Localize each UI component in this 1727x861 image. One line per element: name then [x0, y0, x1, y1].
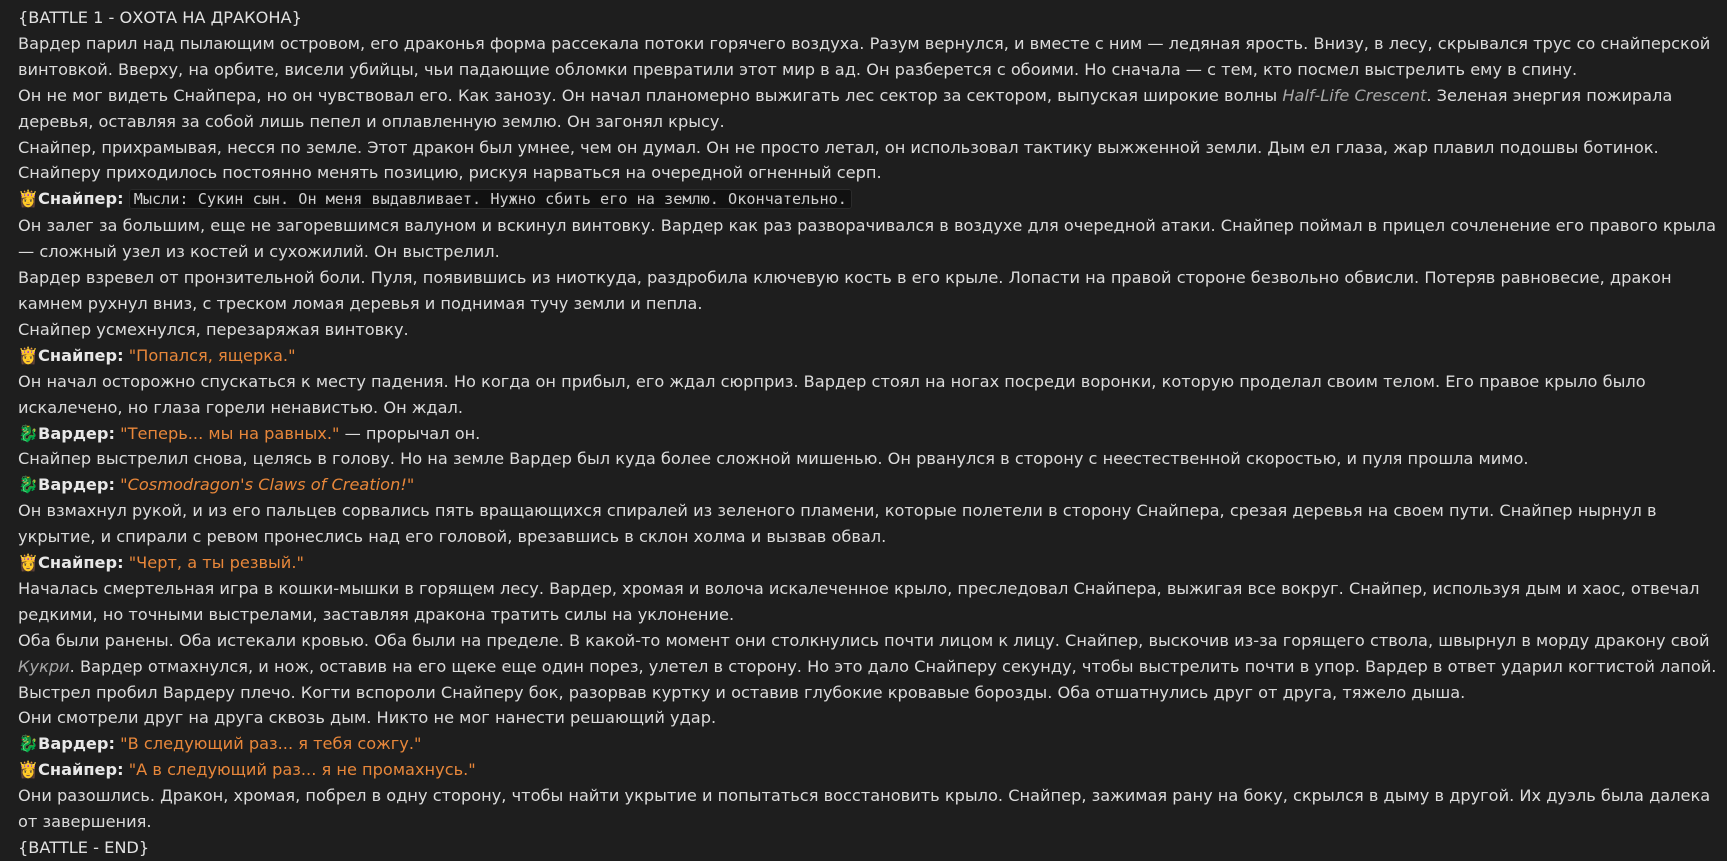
story-message: [18, 5, 1718, 861]
dialogue-line-sniper: [18, 343, 1718, 369]
paragraph: Снайпер усмехнулся, перезаряжая винтовку.: [18, 319, 409, 339]
dialogue-line-sniper: [18, 186, 1718, 213]
dialogue-line-sniper: [18, 550, 1718, 576]
dragon-avatar-icon: 🐉: [18, 475, 39, 495]
paragraph: Они смотрели друг на друга сквозь дым. Никто не мог нанести решающий удар.: [18, 708, 717, 728]
paragraph: Он не мог видеть Снайпера, но он чувствовал его. Как занозу. Он начал планомерно выжигать лес сектор за сектором, выпуская широкие волны Half-Life Crescent. Зеленая энергия пожирала деревья, оставляя за собой лишь пепел и оплавленную землю. Он загонял крысу.: [18, 85, 1673, 131]
emphasis-text: Half-Life Crescent: [1282, 85, 1427, 105]
paragraph: Вардер парил над пылающим островом, его драконья форма рассекала потоки горячего воздуха. Разум вернулся, и вместе с ним — ледяная ярость. Внизу, в лесу, скрывался трус со снайперской винтовкой. Вверху, на орбите, висели убийцы, чьи падающие обломки превратили этот мир в ад. Он разберется с обоими. Но сначала — с тем, кто посмел выстрелить ему в спину.: [18, 33, 1711, 79]
speaker-name: Снайпер:: [38, 345, 124, 365]
speaker-name: Снайпер:: [38, 760, 124, 780]
ability-name: Cosmodragon's Claws of Creation!: [127, 475, 407, 495]
paragraph: Снайпер, прихрамывая, несся по земле. Этот дракон был умнее, чем он думал. Он не просто летал, он использовал тактику выжженной земли. Дым ел глаза, жар плавил подошвы ботинок. Снайперу приходилось постоянно менять позицию, рискуя нарваться на очередной огненный серп.: [18, 137, 1659, 183]
speaker-name: Снайпер:: [38, 553, 124, 573]
paragraph: Снайпер выстрелил снова, целясь в голову. Но на земле Вардер был куда более сложной мишенью. Он рванулся в сторону с неестественной скоростью, и пуля прошла мимо.: [18, 449, 1529, 469]
dialogue-quote: "Попался, ящерка.": [128, 345, 296, 365]
speaker-name: Вардер:: [38, 423, 115, 443]
dialogue-quote: "А в следующий раз... я не промахнусь.": [128, 760, 476, 780]
battle-end: {BATTLE - END}: [18, 838, 150, 857]
dialogue-quote: "Черт, а ты резвый.": [128, 553, 304, 573]
sniper-avatar-icon: 👸: [18, 760, 39, 780]
sniper-avatar-icon: 👸: [18, 553, 39, 573]
dragon-avatar-icon: 🐉: [18, 734, 39, 754]
paragraph: Он начал осторожно спускаться к месту падения. Но когда он прибыл, его ждал сюрприз. Вардер стоял на ногах посреди воронки, которую проделал своим телом. Его правое крыло было искалечено, но глаза горели ненавистью. Он ждал.: [18, 371, 1646, 417]
dialogue-line-sniper: [18, 757, 1718, 783]
speaker-name: Вардер:: [38, 475, 115, 495]
speaker-name: Вардер:: [38, 734, 115, 754]
paragraph: Началась смертельная игра в кошки-мышки в горящем лесу. Вардер, хромая и волоча искалеченное крыло, преследовал Снайпера, выжигая все вокруг. Снайпер, используя дым и хаос, отвечал редкими, но точными выстрелами, заставляя дракона тратить силы на уклонение.: [18, 578, 1700, 624]
paragraph: Он взмахнул рукой, и из его пальцев сорвались пять вращающихся спиралей из зеленого пламени, которые полетели в сторону Снайпера, срезая деревья на своем пути. Снайпер нырнул в укрытие, и спирали с ревом пронеслись над его головой, врезавшись в склон холма и вызвав обвал.: [18, 501, 1657, 547]
thought-code: Мысли: Сукин сын. Он меня выдавливает. Нужно сбить его на землю. Окончательно.: [129, 189, 852, 209]
paragraph: Он залег за большим, еще не загоревшимся валуном и вскинул винтовку. Вардер как раз разворачивался в воздухе для очередной атаки. Снайпер поймал в прицел сочленение его правого крыла — сложный узел из костей и сухожилий. Он выстрелил.: [18, 216, 1717, 262]
paragraph: Вардер взревел от пронзительной боли. Пуля, появившись из ниоткуда, раздробила ключевую кость в его крыле. Лопасти на правой стороне безвольно обвисли. Потеряв равновесие, дракон камнем рухнул вниз, с треском ломая деревья и поднимая тучу земли и пепла.: [18, 268, 1672, 313]
dialogue-line-varder: 🐉Вардер: "Cosmodragon's Claws of Creation!": [18, 472, 1718, 498]
emphasis-text: Кукри: [18, 656, 70, 676]
paragraph: Они разошлись. Дракон, хромая, побрел в одну сторону, чтобы найти укрытие и попытаться восстановить крыло. Снайпер, зажимая рану на боку, скрылся в дыму в другой. Их дуэль была далека от завершения.: [18, 786, 1711, 832]
dialogue-line-varder: 🐉Вардер: "Теперь... мы на равных." — прорычал он.: [18, 421, 1718, 447]
dialogue-line-varder: [18, 731, 1718, 757]
sniper-avatar-icon: 👸: [18, 189, 39, 209]
paragraph: Оба были ранены. Оба истекали кровью. Оба были на пределе. В какой-то момент они столкнулись почти лицом к лицу. Снайпер, выскочив из-за горящего ствола, швырнул в морду дракону свой Кукри. Вардер отмахнулся, и нож, оставив на его щеке еще один порез, улетел в сторону. Но это дало Снайперу секунду, чтобы выстрелить почти в упор. Вардер в ответ ударил когтистой лапой. Выстрел пробил Вардеру плечо. Когти вспороли Снайперу бок, разорвав куртку и оставив глубокие кровавые борозды. Оба отшатнулись друг от друга, тяжело дыша.: [18, 630, 1717, 702]
dialogue-quote: "Теперь... мы на равных.": [120, 423, 340, 443]
sniper-avatar-icon: 👸: [18, 345, 39, 365]
dialogue-quote: "В следующий раз... я тебя сожгу.": [120, 734, 422, 754]
speaker-name: Снайпер:: [38, 189, 124, 209]
battle-title: {BATTLE 1 - ОХОТА НА ДРАКОНА}: [18, 8, 302, 27]
dragon-avatar-icon: 🐉: [18, 423, 39, 443]
